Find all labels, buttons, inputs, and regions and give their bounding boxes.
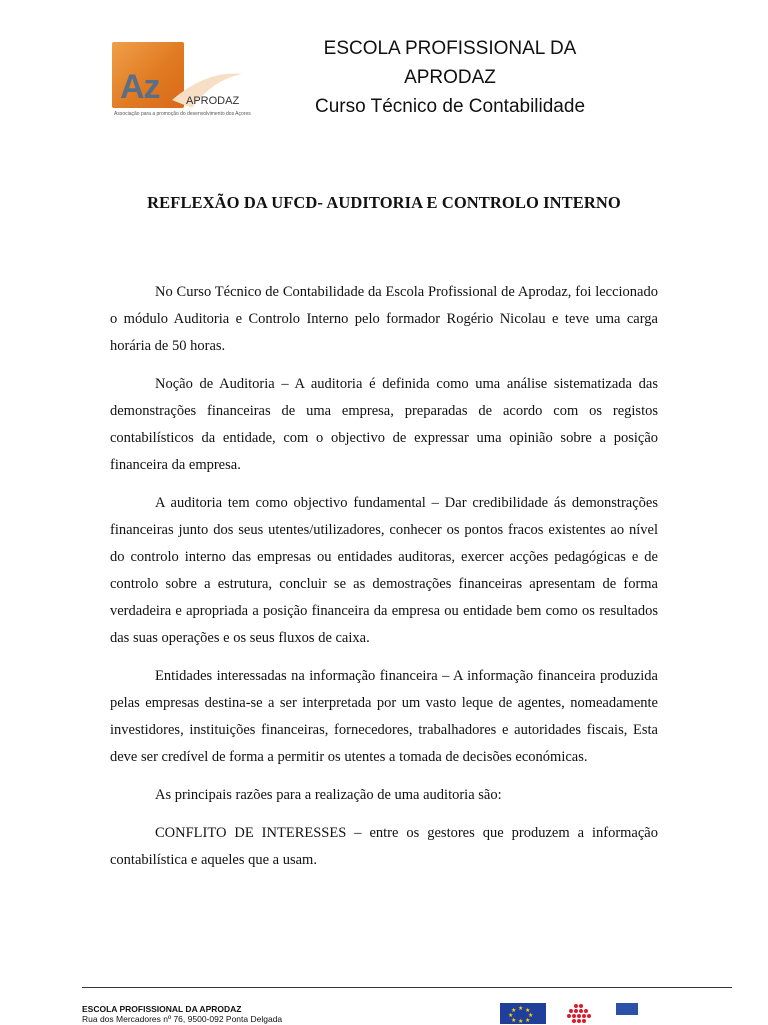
footer-logos bbox=[500, 1003, 670, 1024]
school-name-line2: APRODAZ bbox=[404, 67, 496, 88]
dotted-logo-icon bbox=[562, 1003, 596, 1024]
school-name-line1: ESCOLA PROFISSIONAL DA bbox=[323, 38, 577, 59]
paragraph-conflict-of-interest: CONFLITO DE INTERESSES – entre os gestores que produzem a informação contabilística e aqueles que a usam. bbox=[110, 825, 658, 868]
logo-tagline: Associação para a promoção do desenvolvimento dos Açores bbox=[114, 111, 251, 117]
logo-name: APRODAZ bbox=[186, 95, 240, 107]
document-title: REFLEXÃO DA UFCD- AUDITORIA E CONTROLO INTERNO bbox=[147, 193, 621, 212]
paragraph-main-reasons: As principais razões para a realização de uma auditoria são: bbox=[155, 787, 502, 803]
logo-letters: Az bbox=[120, 68, 160, 106]
paragraph-audit-objective: A auditoria tem como objectivo fundamental – Dar credibilidade ás demonstrações financeiras junto dos seus utentes/utilizadores, conhecer os pontos fracos existentes ao nível do controlo interno das empresas ou entidades auditoras, exercer acções pedagógicas e de controlo sobre a estrutura, concluir se as demostrações financeiras apresentam de forma verdadeira e apropriada a posição financeira da empresa ou entidade bem como os resultados das suas operações e os seus fluxos de caixa. bbox=[110, 495, 658, 646]
paragraph-interested-entities: Entidades interessadas na informação financeira – A informação financeira produzida pelas empresas destina-se a ser interpretada por um vasto leque de agentes, nomeadamente investidores, instituições financeiras, fornecedores, trabalhadores e autoridades fiscais, Esta deve ser credível de forma a permitir os utentes a tomada de decisões económicas. bbox=[110, 668, 658, 765]
paragraph-intro: No Curso Técnico de Contabilidade da Escola Profissional de Aprodaz, foi leccionado o módulo Auditoria e Controlo Interno pelo formador Rogério Nicolau e teve uma carga horária de 50 horas. bbox=[110, 284, 658, 354]
footer-address: Rua dos Mercadores nº 76, 9500-092 Ponta Delgada bbox=[82, 1014, 283, 1024]
aprodaz-logo bbox=[112, 40, 272, 120]
footer-school-name: ESCOLA PROFISSIONAL DA APRODAZ bbox=[82, 1004, 242, 1014]
footer-divider bbox=[82, 987, 732, 988]
eu-flag-icon: ★ ★ ★ ★ ★ ★ ★ ★ bbox=[500, 1003, 546, 1024]
course-name: Curso Técnico de Contabilidade bbox=[314, 96, 586, 117]
document-body bbox=[110, 279, 658, 885]
regional-flag-icon bbox=[616, 1003, 638, 1024]
school-header bbox=[300, 34, 600, 121]
paragraph-audit-notion: Noção de Auditoria – A auditoria é definida como uma análise sistematizada das demonstrações financeiras de uma empresa, preparadas de acordo com os registos contabilísticos da entidade, com o objectivo de expressar uma opinião sobre a posição financeira da empresa. bbox=[110, 376, 658, 473]
